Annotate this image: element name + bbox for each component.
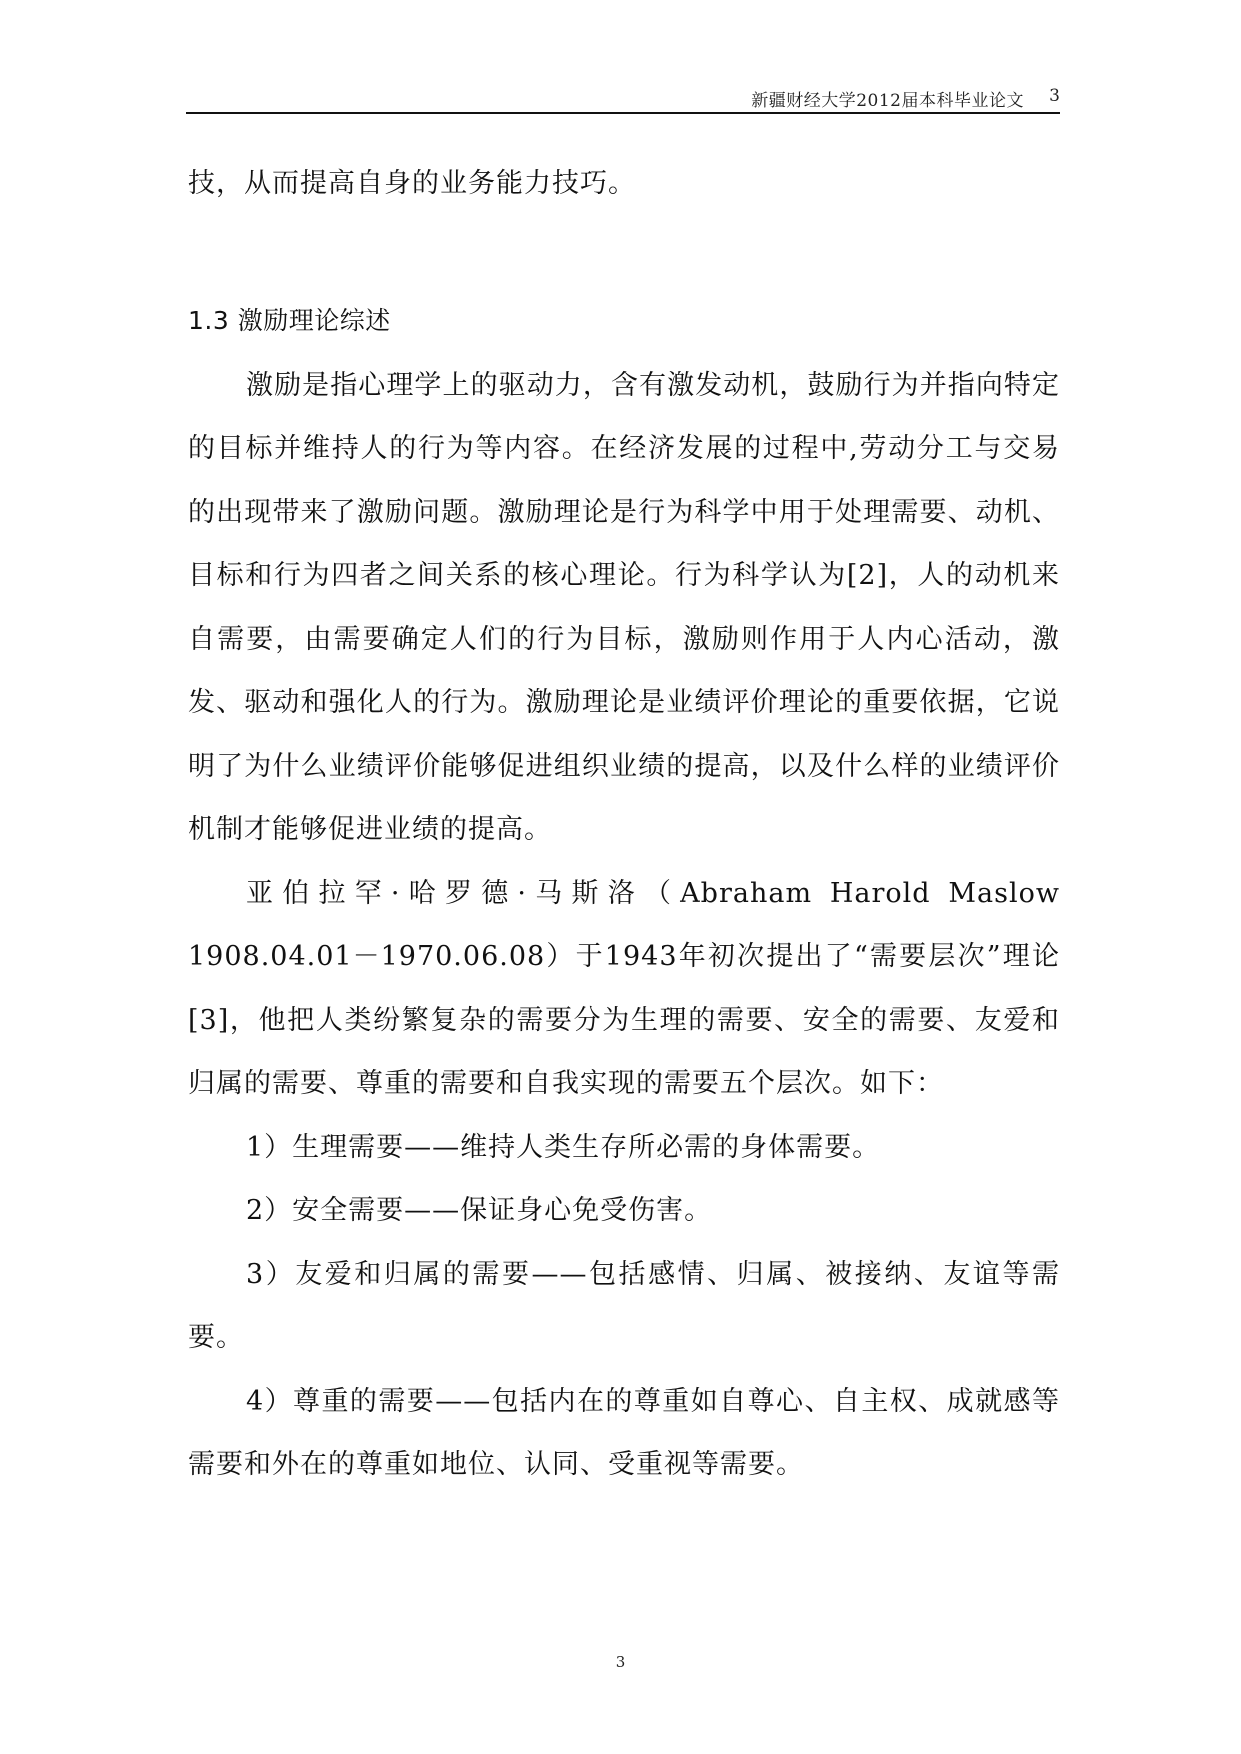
list-item: 1）生理需要——维持人类生存所必需的身体需要。 [246,1131,881,1163]
list-item: 4）尊重的需要——包括内在的尊重如自尊心、自主权、成就感等需要和外在的尊重如地位、认同、受重视等需要。 [188,1385,1060,1480]
footer-page-number: 3 [615,1653,626,1671]
list-item: 2）安全需要——保证身心免受伤害。 [246,1195,713,1226]
continuation-paragraph: 技，从而提高自身的业务能力技巧。 [188,168,636,199]
page-header [186,84,1060,114]
section-heading: 1.3 激励理论综述 [188,305,391,335]
header-page-number: 3 [1049,86,1060,106]
body-paragraph: 激励是指心理学上的驱动力，含有激发动机，鼓励行为并指向特定的目标并维持人的行为等内容。在经济发展的过程中,劳动分工与交易的出现带来了激励问题。激励理论是行为科学中用于处理需要、动机、目标和行为四者之间关系的核心理论。行为科学认为[2]，人的动机来自需要，由需要确定人们的行为目标，激励则作用于人内心活动，激发、驱动和强化人的行为。激励理论是业绩评价理论的重要依据，它说明了为什么业绩评价能够促进组织业绩的提高，以及什么样的业绩评价机制才能够促进业绩的提高。 [188,369,1060,845]
list-item: 3）友爱和归属的需要——包括感情、归属、被接纳、友谊等需要。 [188,1258,1060,1353]
page-content [188,152,1060,1497]
body-paragraph: 亚伯拉罕·哈罗德·马斯洛（Abraham Harold Maslow 1908.04.01－1970.06.08）于1943年初次提出了“需要层次”理论[3]，他把人类纷繁复杂的需要分为生理的需要、安全的需要、友爱和归属的需要、尊重的需要和自我实现的需要五个层次。如下： [188,877,1060,1099]
header-title: 新疆财经大学2012届本科毕业论文 [751,91,1024,111]
